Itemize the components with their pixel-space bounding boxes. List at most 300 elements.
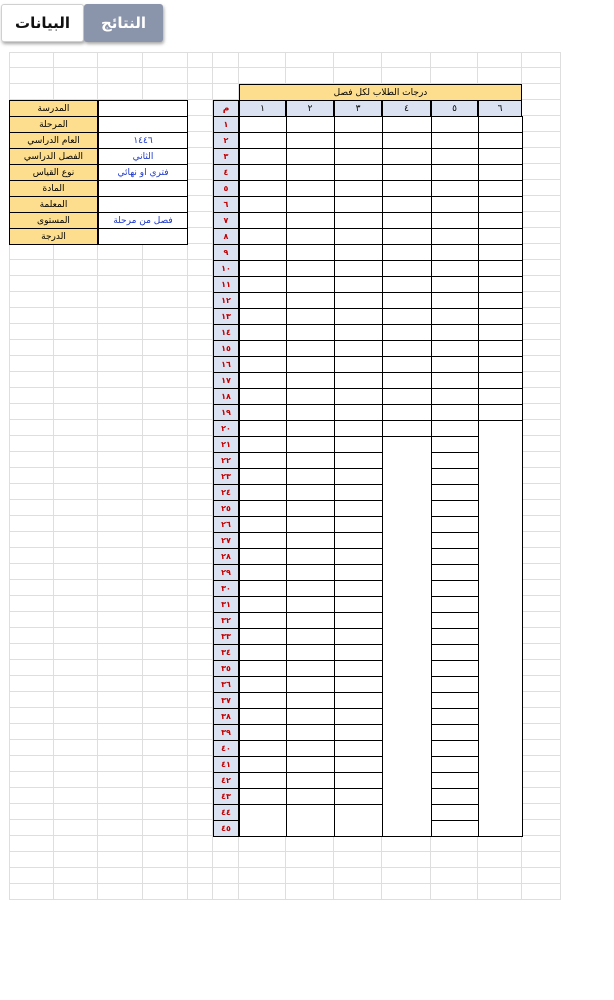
grid-cell[interactable] — [522, 308, 561, 324]
grid-cell[interactable] — [522, 740, 561, 756]
grade-cell[interactable] — [382, 212, 432, 229]
grid-cell[interactable] — [98, 548, 143, 564]
grid-cell[interactable] — [54, 788, 98, 804]
grid-cell[interactable] — [188, 852, 213, 868]
grid-cell[interactable] — [54, 548, 98, 564]
grid-cell[interactable] — [54, 740, 98, 756]
grid-cell[interactable] — [188, 292, 213, 308]
grid-cell[interactable] — [143, 836, 188, 852]
grid-cell[interactable] — [286, 868, 334, 884]
grid-cell[interactable] — [98, 84, 143, 100]
grid-cell[interactable] — [522, 228, 561, 244]
grid-cell[interactable] — [213, 84, 239, 100]
grade-cell[interactable] — [431, 276, 479, 293]
grid-cell[interactable] — [522, 388, 561, 404]
grade-cell[interactable] — [286, 356, 335, 373]
grid-cell[interactable] — [188, 676, 213, 692]
grid-cell[interactable] — [522, 836, 561, 852]
info-value[interactable] — [98, 116, 188, 133]
grade-cell[interactable] — [431, 580, 479, 597]
grade-cell[interactable] — [478, 564, 523, 580]
grade-cell[interactable] — [286, 612, 335, 629]
grid-cell[interactable] — [522, 580, 561, 596]
grade-cell[interactable] — [382, 164, 432, 181]
grade-cell[interactable] — [382, 660, 432, 676]
grade-cell[interactable] — [334, 372, 383, 389]
grade-cell[interactable] — [478, 804, 523, 820]
grade-cell[interactable] — [239, 756, 287, 773]
grid-cell[interactable] — [478, 884, 522, 900]
grade-cell[interactable] — [478, 324, 523, 341]
grade-cell[interactable] — [334, 804, 383, 821]
grid-cell[interactable] — [522, 820, 561, 836]
grid-cell[interactable] — [54, 68, 98, 84]
grid-cell[interactable] — [188, 212, 213, 228]
grid-cell[interactable] — [522, 708, 561, 724]
grid-cell[interactable] — [98, 564, 143, 580]
grade-cell[interactable] — [334, 788, 383, 805]
grid-cell[interactable] — [9, 788, 54, 804]
grid-cell[interactable] — [188, 772, 213, 788]
grade-cell[interactable] — [478, 772, 523, 788]
grade-cell[interactable] — [431, 468, 479, 485]
grade-cell[interactable] — [382, 404, 432, 421]
grade-cell[interactable] — [286, 724, 335, 741]
grid-cell[interactable] — [9, 260, 54, 276]
grid-cell[interactable] — [522, 884, 561, 900]
grid-cell[interactable] — [522, 340, 561, 356]
grade-cell[interactable] — [431, 452, 479, 469]
tab-results[interactable]: النتائج — [84, 4, 163, 42]
grade-cell[interactable] — [478, 548, 523, 564]
grade-cell[interactable] — [431, 308, 479, 325]
grid-cell[interactable] — [522, 244, 561, 260]
grade-cell[interactable] — [478, 756, 523, 772]
grade-cell[interactable] — [334, 564, 383, 581]
grid-cell[interactable] — [9, 244, 54, 260]
grade-cell[interactable] — [239, 596, 287, 613]
info-value[interactable]: الثاني — [98, 148, 188, 165]
grid-cell[interactable] — [431, 836, 478, 852]
grid-cell[interactable] — [143, 612, 188, 628]
grid-cell[interactable] — [188, 388, 213, 404]
grid-cell[interactable] — [188, 740, 213, 756]
grade-cell[interactable] — [286, 820, 335, 837]
grade-cell[interactable] — [431, 292, 479, 309]
grade-cell[interactable] — [239, 420, 287, 437]
grade-cell[interactable] — [239, 452, 287, 469]
grid-cell[interactable] — [98, 356, 143, 372]
grid-cell[interactable] — [522, 132, 561, 148]
grid-cell[interactable] — [213, 52, 239, 68]
grid-cell[interactable] — [188, 532, 213, 548]
grid-cell[interactable] — [522, 164, 561, 180]
grid-cell[interactable] — [98, 452, 143, 468]
grade-cell[interactable] — [478, 484, 523, 500]
grade-cell[interactable] — [431, 132, 479, 149]
grid-cell[interactable] — [522, 372, 561, 388]
grade-cell[interactable] — [382, 452, 432, 468]
grade-cell[interactable] — [431, 756, 479, 773]
grade-cell[interactable] — [334, 260, 383, 277]
grade-cell[interactable] — [431, 708, 479, 725]
grade-cell[interactable] — [382, 756, 432, 772]
grid-cell[interactable] — [522, 436, 561, 452]
grade-cell[interactable] — [334, 500, 383, 517]
grid-cell[interactable] — [334, 836, 382, 852]
grade-cell[interactable] — [478, 500, 523, 516]
grade-cell[interactable] — [431, 340, 479, 357]
grade-cell[interactable] — [382, 292, 432, 309]
grade-cell[interactable] — [239, 820, 287, 837]
grade-cell[interactable] — [382, 228, 432, 245]
grade-cell[interactable] — [239, 260, 287, 277]
grade-cell[interactable] — [286, 324, 335, 341]
grade-cell[interactable] — [286, 196, 335, 213]
grade-cell[interactable] — [239, 564, 287, 581]
grade-cell[interactable] — [334, 388, 383, 405]
grid-cell[interactable] — [143, 84, 188, 100]
grade-cell[interactable] — [431, 388, 479, 405]
grid-cell[interactable] — [9, 660, 54, 676]
grade-cell[interactable] — [382, 708, 432, 724]
grid-cell[interactable] — [188, 756, 213, 772]
grade-cell[interactable] — [286, 148, 335, 165]
grade-cell[interactable] — [382, 564, 432, 580]
grid-cell[interactable] — [54, 276, 98, 292]
grade-cell[interactable] — [478, 228, 523, 245]
grid-cell[interactable] — [522, 180, 561, 196]
grade-cell[interactable] — [478, 420, 523, 437]
grade-cell[interactable] — [334, 612, 383, 629]
grid-cell[interactable] — [188, 340, 213, 356]
grid-cell[interactable] — [143, 260, 188, 276]
grade-cell[interactable] — [286, 580, 335, 597]
grade-cell[interactable] — [478, 612, 523, 628]
info-value[interactable] — [98, 180, 188, 197]
grid-cell[interactable] — [54, 820, 98, 836]
grade-cell[interactable] — [382, 820, 432, 837]
grade-cell[interactable] — [478, 340, 523, 357]
grade-cell[interactable] — [286, 532, 335, 549]
grid-cell[interactable] — [188, 868, 213, 884]
grade-cell[interactable] — [239, 516, 287, 533]
grade-cell[interactable] — [478, 676, 523, 692]
grid-cell[interactable] — [188, 692, 213, 708]
grade-cell[interactable] — [382, 484, 432, 500]
grid-cell[interactable] — [98, 596, 143, 612]
grade-cell[interactable] — [286, 468, 335, 485]
grid-cell[interactable] — [98, 260, 143, 276]
grade-cell[interactable] — [239, 180, 287, 197]
grade-cell[interactable] — [239, 644, 287, 661]
grid-cell[interactable] — [54, 324, 98, 340]
grid-cell[interactable] — [334, 52, 382, 68]
grade-cell[interactable] — [431, 724, 479, 741]
grid-cell[interactable] — [188, 500, 213, 516]
grid-cell[interactable] — [98, 292, 143, 308]
grid-cell[interactable] — [9, 820, 54, 836]
grid-cell[interactable] — [54, 596, 98, 612]
grid-cell[interactable] — [286, 52, 334, 68]
grade-cell[interactable] — [334, 468, 383, 485]
grade-cell[interactable] — [431, 164, 479, 181]
grade-cell[interactable] — [478, 372, 523, 389]
grade-cell[interactable] — [239, 228, 287, 245]
grid-cell[interactable] — [213, 884, 239, 900]
grade-cell[interactable] — [382, 692, 432, 708]
grade-cell[interactable] — [478, 788, 523, 804]
grid-cell[interactable] — [213, 852, 239, 868]
grade-cell[interactable] — [334, 548, 383, 565]
grid-cell[interactable] — [54, 404, 98, 420]
grade-cell[interactable] — [431, 212, 479, 229]
grade-cell[interactable] — [478, 580, 523, 596]
grid-cell[interactable] — [54, 388, 98, 404]
grade-cell[interactable] — [239, 580, 287, 597]
grade-cell[interactable] — [431, 116, 479, 133]
grade-cell[interactable] — [478, 212, 523, 229]
info-value[interactable]: فصل من مرحلة — [98, 212, 188, 229]
grade-cell[interactable] — [382, 356, 432, 373]
grid-cell[interactable] — [9, 484, 54, 500]
grid-cell[interactable] — [143, 676, 188, 692]
grid-cell[interactable] — [143, 820, 188, 836]
grid-cell[interactable] — [188, 276, 213, 292]
grid-cell[interactable] — [522, 452, 561, 468]
grade-cell[interactable] — [334, 820, 383, 837]
grade-cell[interactable] — [239, 404, 287, 421]
grid-cell[interactable] — [143, 708, 188, 724]
grid-cell[interactable] — [143, 788, 188, 804]
grade-cell[interactable] — [286, 596, 335, 613]
grid-cell[interactable] — [382, 868, 431, 884]
grid-cell[interactable] — [9, 852, 54, 868]
grid-cell[interactable] — [188, 260, 213, 276]
grade-cell[interactable] — [239, 324, 287, 341]
grade-cell[interactable] — [239, 724, 287, 741]
grade-cell[interactable] — [286, 500, 335, 517]
grid-cell[interactable] — [143, 532, 188, 548]
grid-cell[interactable] — [334, 852, 382, 868]
grid-cell[interactable] — [522, 420, 561, 436]
grid-cell[interactable] — [188, 548, 213, 564]
grade-cell[interactable] — [286, 628, 335, 645]
grid-cell[interactable] — [9, 708, 54, 724]
grid-cell[interactable] — [143, 420, 188, 436]
grid-cell[interactable] — [143, 356, 188, 372]
grade-cell[interactable] — [478, 388, 523, 405]
grid-cell[interactable] — [9, 884, 54, 900]
grid-cell[interactable] — [286, 852, 334, 868]
grid-cell[interactable] — [143, 644, 188, 660]
grade-cell[interactable] — [286, 228, 335, 245]
grade-cell[interactable] — [478, 692, 523, 708]
grid-cell[interactable] — [188, 724, 213, 740]
grid-cell[interactable] — [143, 500, 188, 516]
grid-cell[interactable] — [522, 756, 561, 772]
grade-cell[interactable] — [286, 516, 335, 533]
grid-cell[interactable] — [54, 580, 98, 596]
grade-cell[interactable] — [431, 740, 479, 757]
grade-cell[interactable] — [382, 532, 432, 548]
grid-cell[interactable] — [98, 324, 143, 340]
grid-cell[interactable] — [188, 180, 213, 196]
grid-cell[interactable] — [522, 724, 561, 740]
grade-cell[interactable] — [382, 324, 432, 341]
grid-cell[interactable] — [98, 852, 143, 868]
grade-cell[interactable] — [334, 212, 383, 229]
grade-cell[interactable] — [382, 740, 432, 756]
grid-cell[interactable] — [522, 148, 561, 164]
grid-cell[interactable] — [98, 788, 143, 804]
grid-cell[interactable] — [98, 244, 143, 260]
grade-cell[interactable] — [431, 628, 479, 645]
grid-cell[interactable] — [98, 276, 143, 292]
grid-cell[interactable] — [143, 452, 188, 468]
grid-cell[interactable] — [54, 708, 98, 724]
grade-cell[interactable] — [431, 260, 479, 277]
grid-cell[interactable] — [54, 868, 98, 884]
grade-cell[interactable] — [286, 308, 335, 325]
grid-cell[interactable] — [239, 884, 286, 900]
grade-cell[interactable] — [334, 404, 383, 421]
grid-cell[interactable] — [9, 356, 54, 372]
grade-cell[interactable] — [334, 148, 383, 165]
grid-cell[interactable] — [188, 356, 213, 372]
grade-cell[interactable] — [382, 724, 432, 740]
grade-cell[interactable] — [431, 596, 479, 613]
info-value[interactable]: ١٤٤٦ — [98, 132, 188, 149]
grid-cell[interactable] — [9, 372, 54, 388]
grid-cell[interactable] — [54, 484, 98, 500]
grid-cell[interactable] — [522, 404, 561, 420]
grid-cell[interactable] — [143, 324, 188, 340]
grid-cell[interactable] — [9, 436, 54, 452]
grid-cell[interactable] — [143, 596, 188, 612]
grid-cell[interactable] — [98, 372, 143, 388]
grid-cell[interactable] — [9, 68, 54, 84]
grade-cell[interactable] — [431, 772, 479, 789]
grid-cell[interactable] — [188, 228, 213, 244]
grade-cell[interactable] — [239, 372, 287, 389]
grade-cell[interactable] — [286, 212, 335, 229]
grade-cell[interactable] — [478, 740, 523, 756]
grade-cell[interactable] — [382, 580, 432, 596]
grade-cell[interactable] — [334, 516, 383, 533]
grade-cell[interactable] — [431, 820, 479, 837]
grade-cell[interactable] — [286, 180, 335, 197]
grade-cell[interactable] — [431, 516, 479, 533]
grid-cell[interactable] — [188, 196, 213, 212]
grade-cell[interactable] — [382, 196, 432, 213]
grid-cell[interactable] — [143, 276, 188, 292]
grid-cell[interactable] — [9, 724, 54, 740]
grid-cell[interactable] — [188, 324, 213, 340]
grade-cell[interactable] — [431, 660, 479, 677]
grid-cell[interactable] — [188, 164, 213, 180]
grid-cell[interactable] — [522, 596, 561, 612]
grade-cell[interactable] — [334, 484, 383, 501]
grade-cell[interactable] — [431, 548, 479, 565]
grade-cell[interactable] — [382, 436, 432, 453]
info-value[interactable] — [98, 196, 188, 213]
grade-cell[interactable] — [382, 420, 432, 437]
grid-cell[interactable] — [188, 644, 213, 660]
grid-cell[interactable] — [334, 68, 382, 84]
grid-cell[interactable] — [143, 404, 188, 420]
grade-cell[interactable] — [286, 452, 335, 469]
grid-cell[interactable] — [522, 212, 561, 228]
grid-cell[interactable] — [54, 372, 98, 388]
grade-cell[interactable] — [334, 692, 383, 709]
grid-cell[interactable] — [98, 868, 143, 884]
grid-cell[interactable] — [522, 628, 561, 644]
grid-cell[interactable] — [431, 884, 478, 900]
grid-cell[interactable] — [98, 628, 143, 644]
grade-cell[interactable] — [478, 532, 523, 548]
grade-cell[interactable] — [431, 356, 479, 373]
grid-cell[interactable] — [98, 692, 143, 708]
grid-cell[interactable] — [382, 836, 431, 852]
grid-cell[interactable] — [522, 644, 561, 660]
grade-cell[interactable] — [334, 644, 383, 661]
grid-cell[interactable] — [9, 692, 54, 708]
grade-cell[interactable] — [382, 804, 432, 820]
grid-cell[interactable] — [522, 84, 561, 100]
grid-cell[interactable] — [54, 356, 98, 372]
grid-cell[interactable] — [522, 804, 561, 820]
grid-cell[interactable] — [9, 868, 54, 884]
grid-cell[interactable] — [54, 628, 98, 644]
grid-cell[interactable] — [98, 676, 143, 692]
grade-cell[interactable] — [382, 132, 432, 149]
grid-cell[interactable] — [522, 868, 561, 884]
grade-cell[interactable] — [382, 516, 432, 532]
grid-cell[interactable] — [143, 756, 188, 772]
grid-cell[interactable] — [54, 804, 98, 820]
grade-cell[interactable] — [334, 660, 383, 677]
grid-cell[interactable] — [522, 484, 561, 500]
grade-cell[interactable] — [431, 196, 479, 213]
grade-cell[interactable] — [431, 500, 479, 517]
grade-cell[interactable] — [382, 596, 432, 612]
grid-cell[interactable] — [9, 388, 54, 404]
grade-cell[interactable] — [334, 292, 383, 309]
grade-cell[interactable] — [382, 148, 432, 165]
grade-cell[interactable] — [239, 164, 287, 181]
grid-cell[interactable] — [522, 564, 561, 580]
grid-cell[interactable] — [98, 68, 143, 84]
grid-cell[interactable] — [143, 516, 188, 532]
grid-cell[interactable] — [188, 452, 213, 468]
grid-cell[interactable] — [98, 612, 143, 628]
grade-cell[interactable] — [334, 228, 383, 245]
grid-cell[interactable] — [98, 724, 143, 740]
grid-cell[interactable] — [382, 884, 431, 900]
grid-cell[interactable] — [9, 420, 54, 436]
grid-cell[interactable] — [188, 612, 213, 628]
grid-cell[interactable] — [239, 836, 286, 852]
grade-cell[interactable] — [239, 804, 287, 821]
grade-cell[interactable] — [334, 724, 383, 741]
grid-cell[interactable] — [98, 660, 143, 676]
grade-cell[interactable] — [239, 276, 287, 293]
grid-cell[interactable] — [143, 852, 188, 868]
grid-cell[interactable] — [143, 580, 188, 596]
grade-cell[interactable] — [431, 788, 479, 805]
grid-cell[interactable] — [522, 612, 561, 628]
